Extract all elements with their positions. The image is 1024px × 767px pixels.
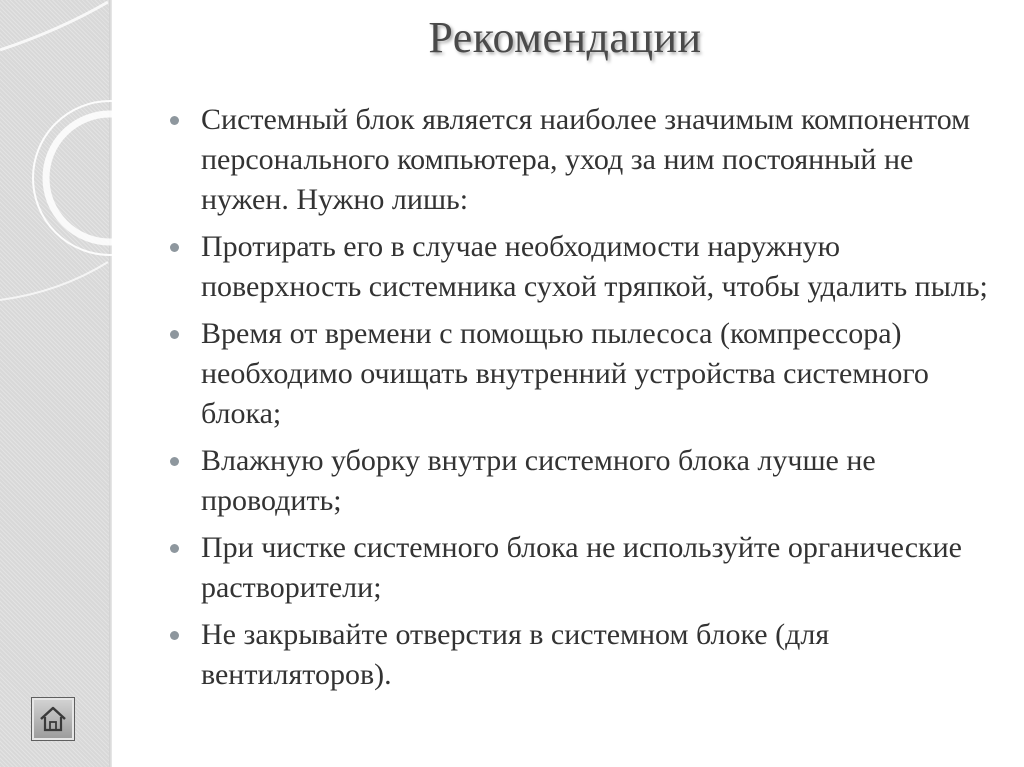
- bullet-text: Не закрывайте отверстия в системном блоке (для вентиляторов).: [201, 618, 830, 691]
- bullet-item: [168, 441, 988, 521]
- bullet-text: При чистке системного блока не используйте органические растворители;: [201, 531, 962, 604]
- bullet-list: [168, 100, 988, 702]
- home-button[interactable]: [31, 697, 75, 741]
- bullet-dot-icon: [170, 116, 179, 125]
- bullet-text: Влажную уборку внутри системного блока лучше не проводить;: [201, 444, 876, 517]
- bullet-dot-icon: [170, 631, 179, 640]
- decorative-ring-inner: [46, 114, 160, 242]
- bullet-text: Системный блок является наиболее значимым компонентом персонального компьютера, уход за ним постоянный не нужен. Нужно лишь:: [201, 103, 971, 216]
- bullet-item: [168, 615, 988, 695]
- bullet-text: Время от времени с помощью пылесоса (компрессора) необходимо очищать внутренний устройства системного блока;: [201, 317, 929, 430]
- home-icon: [38, 704, 68, 734]
- bullet-dot-icon: [170, 243, 179, 252]
- bullet-item: [168, 528, 988, 608]
- bullet-item: [168, 314, 988, 434]
- bullet-dot-icon: [170, 330, 179, 339]
- bullet-item: [168, 227, 988, 307]
- bullet-dot-icon: [170, 544, 179, 553]
- bullet-text: Протирать его в случае необходимости наружную поверхность системника сухой тряпкой, чтобы удалить пыль;: [201, 230, 988, 303]
- decorative-arc-bottom: [0, 262, 108, 300]
- bullet-dot-icon: [170, 457, 179, 466]
- slide-title: Рекомендации: [428, 13, 702, 62]
- bullet-item: [168, 100, 988, 220]
